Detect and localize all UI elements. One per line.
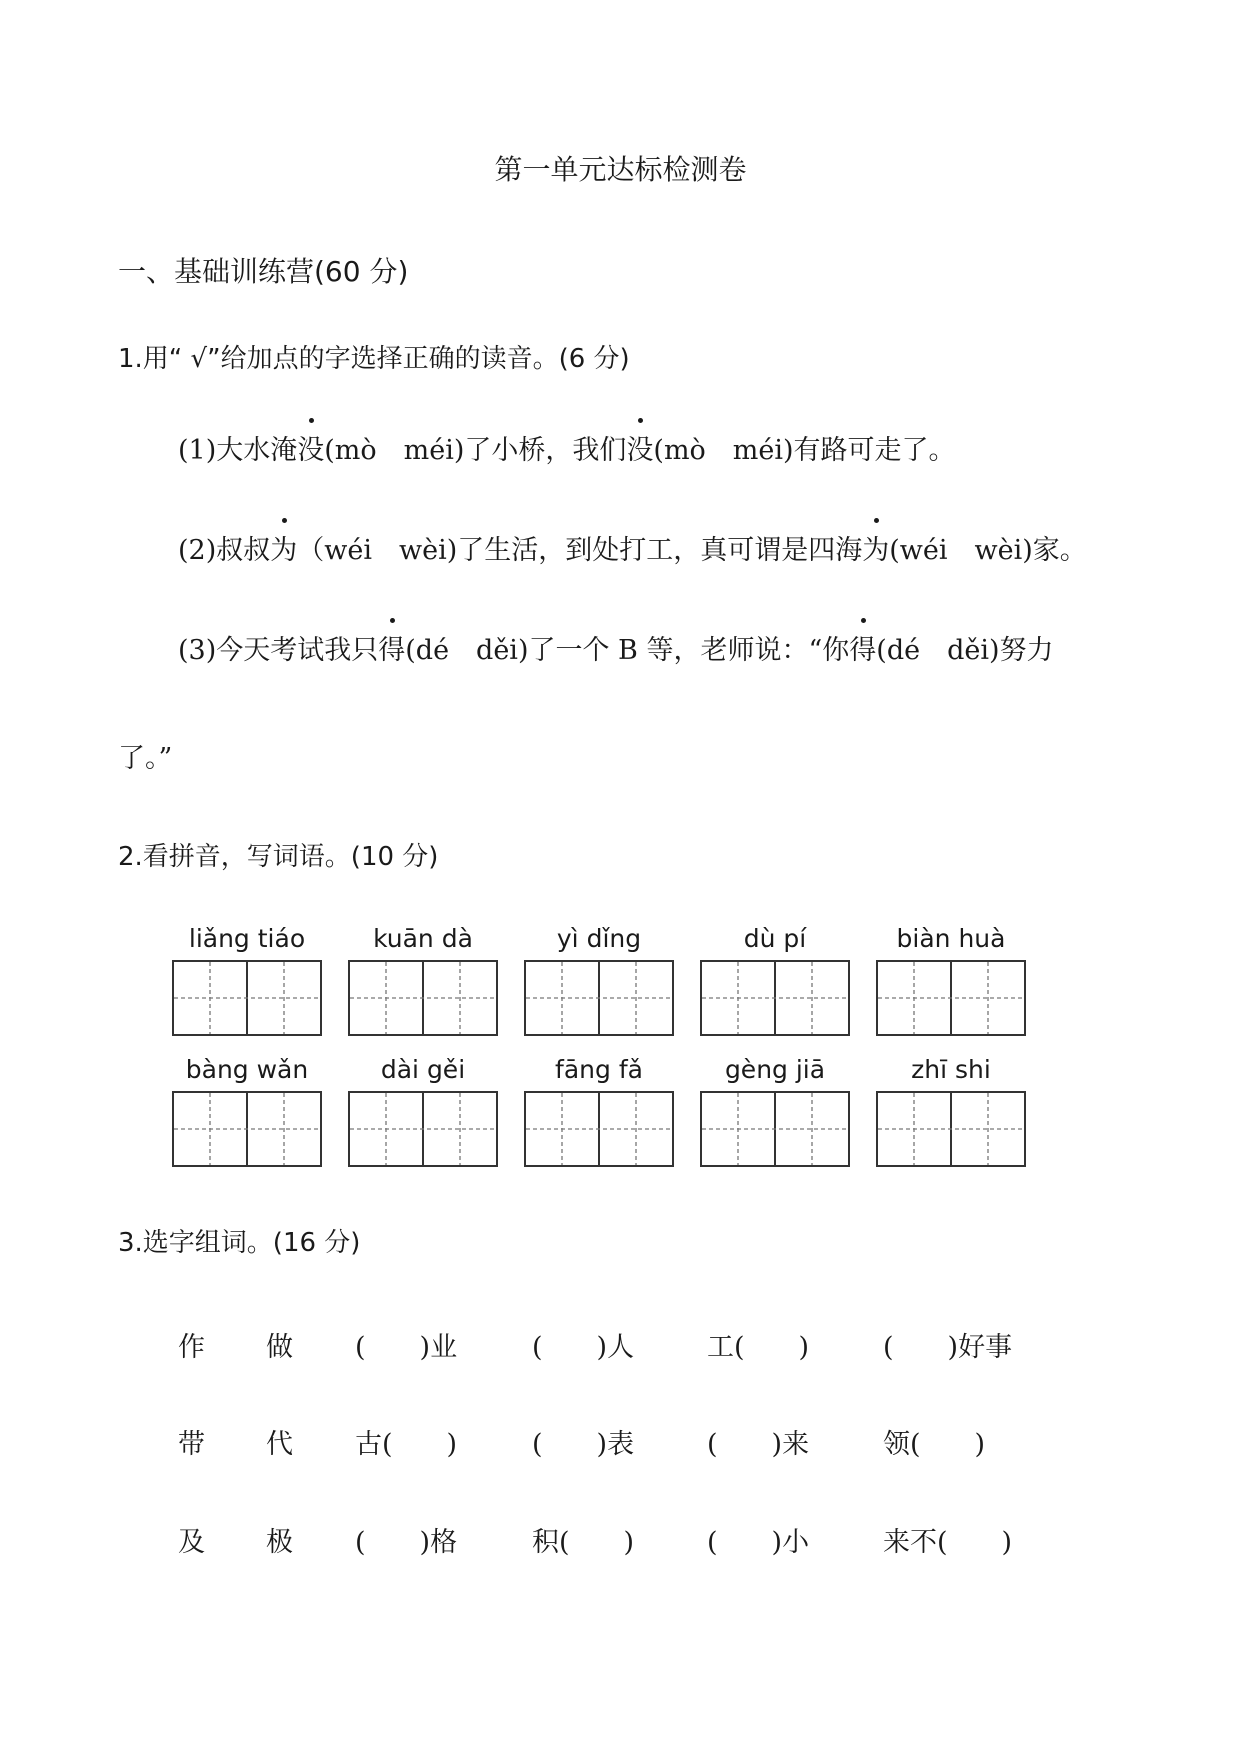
- sentence-text: (2)叔叔: [178, 535, 271, 566]
- pinyin-word-box: [876, 1053, 1026, 1169]
- pinyin-word-box: [524, 922, 674, 1038]
- choice-character: 做: [266, 1332, 293, 1363]
- sentence-text: (mò méi)了小桥，我们: [324, 435, 627, 466]
- sentence-text: (3)今天考试我只: [178, 635, 379, 666]
- sentence-text: (dé děi)努力: [876, 635, 1054, 666]
- pinyin-label: biàn huà: [896, 924, 1006, 953]
- fill-blank-item[interactable]: ( )人: [532, 1332, 635, 1363]
- writing-cells[interactable]: [876, 960, 1026, 1038]
- question-1-item-3: [178, 628, 1054, 667]
- pinyin-word-box: [348, 1053, 498, 1169]
- pinyin-label: kuān dà: [373, 924, 473, 953]
- pinyin-label: fāng fǎ: [555, 1055, 643, 1084]
- question-1-item-2: [178, 528, 1087, 567]
- pinyin-word-box: [524, 1053, 674, 1169]
- choice-character: 代: [266, 1429, 293, 1460]
- writing-cells[interactable]: [524, 960, 674, 1038]
- pinyin-label: zhī shi: [911, 1055, 991, 1084]
- question-1-continuation: 了。”: [118, 743, 173, 774]
- question-1-heading: 1.用“ √”给加点的字选择正确的读音。(6 分): [118, 344, 630, 374]
- question-1-item-1: [178, 428, 956, 467]
- fill-blank-item[interactable]: 古( ): [355, 1429, 458, 1460]
- fill-blank-item[interactable]: ( )格: [355, 1527, 458, 1558]
- pinyin-label: liǎng tiáo: [188, 924, 306, 953]
- writing-cells[interactable]: [348, 960, 498, 1038]
- sentence-text: (1)大水淹: [178, 435, 298, 466]
- fill-blank-item[interactable]: 领( ): [883, 1429, 986, 1460]
- page-title: 第一单元达标检测卷: [494, 153, 747, 186]
- section-heading: 一、基础训练营(60 分): [118, 255, 409, 288]
- writing-cells[interactable]: [700, 960, 850, 1038]
- dotted-character: 得: [378, 628, 405, 667]
- fill-blank-item[interactable]: ( )来: [707, 1429, 810, 1460]
- sentence-text: (dé děi)了一个 B 等，老师说：“你: [405, 635, 850, 666]
- choice-character: 作: [178, 1332, 205, 1363]
- fill-blank-item[interactable]: ( )好事: [883, 1332, 1013, 1363]
- fill-blank-item[interactable]: 积( ): [532, 1527, 635, 1558]
- question-2-heading: 2.看拼音，写词语。(10 分): [118, 842, 439, 872]
- sentence-text: (wéi wèi)家。: [889, 535, 1087, 566]
- dotted-character: 没: [626, 428, 653, 467]
- fill-blank-item[interactable]: ( )表: [532, 1429, 635, 1460]
- pinyin-label: dài gěi: [380, 1055, 466, 1084]
- pinyin-label: dù pí: [743, 924, 807, 953]
- pinyin-word-box: [348, 922, 498, 1038]
- fill-blank-item[interactable]: ( )小: [707, 1527, 810, 1558]
- writing-cells[interactable]: [876, 1091, 1026, 1169]
- fill-blank-item[interactable]: ( )业: [355, 1332, 458, 1363]
- dotted-character: 得: [849, 628, 876, 667]
- writing-cells[interactable]: [700, 1091, 850, 1169]
- choice-character: 极: [266, 1527, 293, 1558]
- pinyin-word-box: [172, 922, 322, 1038]
- dotted-character: 为: [862, 528, 889, 567]
- writing-cells[interactable]: [348, 1091, 498, 1169]
- choice-character: 及: [178, 1527, 205, 1558]
- pinyin-label: yì dǐng: [556, 924, 642, 953]
- fill-blank-item[interactable]: 来不( ): [883, 1527, 1013, 1558]
- pinyin-label: gèng jiā: [724, 1055, 826, 1084]
- writing-cells[interactable]: [524, 1091, 674, 1169]
- fill-blank-item[interactable]: 工( ): [707, 1332, 810, 1363]
- dotted-character: 为: [270, 528, 297, 567]
- writing-cells[interactable]: [172, 960, 322, 1038]
- sentence-text: （wéi wèi)了生活，到处打工，真可谓是四海: [297, 535, 863, 566]
- pinyin-word-box: [700, 1053, 850, 1169]
- writing-cells[interactable]: [172, 1091, 322, 1169]
- dotted-character: 没: [297, 428, 324, 467]
- choice-character: 带: [178, 1429, 205, 1460]
- sentence-text: (mò méi)有路可走了。: [653, 435, 956, 466]
- pinyin-word-box: [700, 922, 850, 1038]
- pinyin-label: bàng wǎn: [185, 1055, 309, 1084]
- question-3-heading: 3.选字组词。(16 分): [118, 1228, 361, 1258]
- pinyin-word-box: [172, 1053, 322, 1169]
- pinyin-word-box: [876, 922, 1026, 1038]
